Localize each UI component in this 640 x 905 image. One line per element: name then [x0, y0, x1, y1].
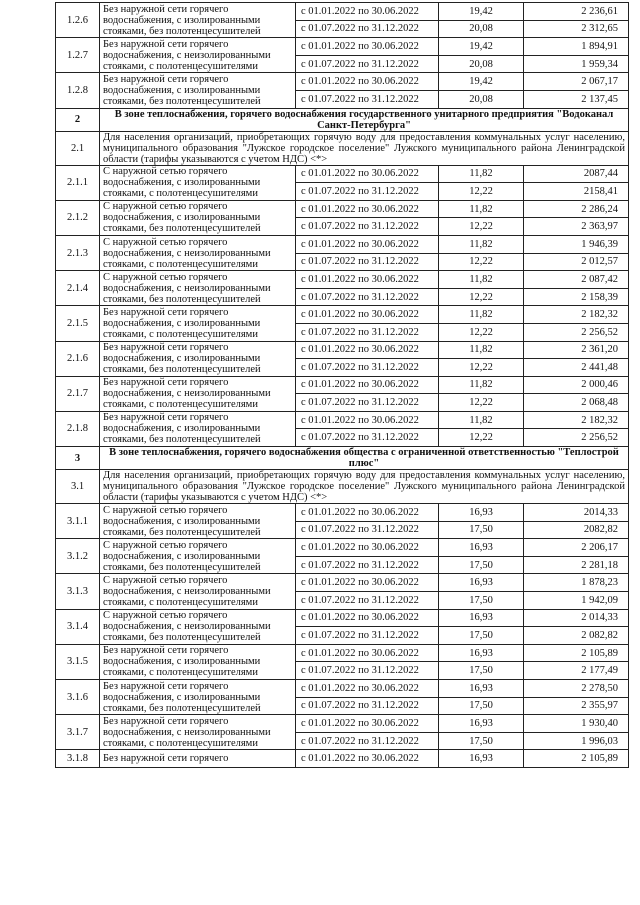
- period-second-half: с 01.07.2022 по 31.12.2022: [296, 732, 439, 750]
- amount-second-half: 2158,41: [524, 183, 629, 201]
- amount-second-half: 2 137,45: [524, 90, 629, 108]
- item-number: 3.1.5: [56, 644, 100, 679]
- period-second-half: с 01.07.2022 по 31.12.2022: [296, 662, 439, 680]
- period-first-half: с 01.01.2022 по 30.06.2022: [296, 411, 439, 429]
- amount-first-half: 2 236,61: [524, 3, 629, 21]
- period-first-half: с 01.01.2022 по 30.06.2022: [296, 341, 439, 359]
- amount-first-half: 2 000,46: [524, 376, 629, 394]
- table-row: [56, 38, 629, 56]
- period-first-half: с 01.01.2022 по 30.06.2022: [296, 574, 439, 592]
- rate-second-half: 20,08: [439, 90, 524, 108]
- zone-title: В зоне теплоснабжения, горячего водоснабжения общества с ограниченной ответственностью "Теплострой плюс": [100, 447, 629, 470]
- item-number: 2.1.5: [56, 306, 100, 341]
- item-number: 2.1.1: [56, 165, 100, 200]
- period-second-half: с 01.07.2022 по 31.12.2022: [296, 20, 439, 38]
- table-row: [56, 680, 629, 698]
- item-number: 1.2.7: [56, 38, 100, 73]
- rate-first-half: 16,93: [439, 574, 524, 592]
- period-second-half: с 01.07.2022 по 31.12.2022: [296, 697, 439, 715]
- rate-first-half: 16,93: [439, 750, 524, 768]
- period-second-half: с 01.07.2022 по 31.12.2022: [296, 253, 439, 271]
- category-description: Для населения организаций, приобретающих горячую воду для предоставления коммунальных услуг населению, муниципального образования "Лужское городское поселение" Лужского муниципального района Ленинградской области (тарифы указываются с учетом НДС) <*>: [100, 470, 629, 504]
- period-first-half: с 01.01.2022 по 30.06.2022: [296, 715, 439, 733]
- period-first-half: с 01.01.2022 по 30.06.2022: [296, 609, 439, 627]
- table-row: [56, 271, 629, 289]
- table-row: [56, 411, 629, 429]
- amount-first-half: 2 182,32: [524, 411, 629, 429]
- table-row: [56, 341, 629, 359]
- period-second-half: с 01.07.2022 по 31.12.2022: [296, 218, 439, 236]
- table-row: [56, 750, 629, 768]
- rate-first-half: 16,93: [439, 609, 524, 627]
- period-second-half: с 01.07.2022 по 31.12.2022: [296, 183, 439, 201]
- rate-second-half: 17,50: [439, 662, 524, 680]
- amount-first-half: 1 894,91: [524, 38, 629, 56]
- rate-first-half: 11,82: [439, 235, 524, 253]
- rate-second-half: 12,22: [439, 253, 524, 271]
- period-second-half: с 01.07.2022 по 31.12.2022: [296, 359, 439, 377]
- amount-second-half: 1 996,03: [524, 732, 629, 750]
- rate-first-half: 11,82: [439, 341, 524, 359]
- period-first-half: с 01.01.2022 по 30.06.2022: [296, 235, 439, 253]
- rate-first-half: 11,82: [439, 165, 524, 183]
- table-row: [56, 539, 629, 557]
- period-second-half: с 01.07.2022 по 31.12.2022: [296, 394, 439, 412]
- period-second-half: с 01.07.2022 по 31.12.2022: [296, 592, 439, 610]
- amount-first-half: 2014,33: [524, 504, 629, 522]
- table-row: [56, 165, 629, 183]
- rate-first-half: 19,42: [439, 3, 524, 21]
- amount-second-half: 2 177,49: [524, 662, 629, 680]
- amount-second-half: 2 312,65: [524, 20, 629, 38]
- item-number: 2.1.3: [56, 235, 100, 270]
- rate-second-half: 17,50: [439, 732, 524, 750]
- rate-second-half: 12,22: [439, 359, 524, 377]
- period-first-half: с 01.01.2022 по 30.06.2022: [296, 38, 439, 56]
- item-description: С наружной сетью горячего водоснабжения, с неизолированными стояками, с полотенцесушителями: [100, 235, 296, 270]
- rate-second-half: 12,22: [439, 429, 524, 447]
- amount-second-half: 1 942,09: [524, 592, 629, 610]
- period-first-half: с 01.01.2022 по 30.06.2022: [296, 73, 439, 91]
- item-description: С наружной сетью горячего водоснабжения, с неизолированными стояками, без полотенцесушителей: [100, 609, 296, 644]
- period-first-half: с 01.01.2022 по 30.06.2022: [296, 3, 439, 21]
- amount-first-half: 2 361,20: [524, 341, 629, 359]
- period-first-half: с 01.01.2022 по 30.06.2022: [296, 271, 439, 289]
- item-number: 3.1.8: [56, 750, 100, 768]
- rate-first-half: 11,82: [439, 376, 524, 394]
- rate-second-half: 12,22: [439, 218, 524, 236]
- item-description: Без наружной сети горячего водоснабжения, с неизолированными стояками, с полотенцесушителями: [100, 376, 296, 411]
- table-row: [56, 376, 629, 394]
- period-first-half: с 01.01.2022 по 30.06.2022: [296, 504, 439, 522]
- item-description: Без наружной сети горячего водоснабжения, с изолированными стояками, без полотенцесушителей: [100, 680, 296, 715]
- amount-first-half: 2 067,17: [524, 73, 629, 91]
- amount-first-half: 2087,44: [524, 165, 629, 183]
- category-number: 3.1: [56, 470, 100, 504]
- period-first-half: с 01.01.2022 по 30.06.2022: [296, 165, 439, 183]
- item-number: 3.1.7: [56, 715, 100, 750]
- table-row: [56, 715, 629, 733]
- rate-first-half: 11,82: [439, 200, 524, 218]
- item-number: 2.1.7: [56, 376, 100, 411]
- amount-second-half: 2 441,48: [524, 359, 629, 377]
- period-second-half: с 01.07.2022 по 31.12.2022: [296, 288, 439, 306]
- item-description: С наружной сетью горячего водоснабжения, с изолированными стояками, без полотенцесушителей: [100, 504, 296, 539]
- amount-first-half: 2 286,24: [524, 200, 629, 218]
- item-description: Без наружной сети горячего водоснабжения, с изолированными стояками, с полотенцесушителями: [100, 644, 296, 679]
- period-first-half: с 01.01.2022 по 30.06.2022: [296, 750, 439, 768]
- amount-second-half: 2 363,97: [524, 218, 629, 236]
- rate-second-half: 20,08: [439, 55, 524, 73]
- item-description: Без наружной сети горячего водоснабжения, с изолированными стояками, без полотенцесушителей: [100, 411, 296, 446]
- amount-first-half: 2 206,17: [524, 539, 629, 557]
- rate-second-half: 17,50: [439, 521, 524, 539]
- amount-second-half: 2 068,48: [524, 394, 629, 412]
- amount-first-half: 2 278,50: [524, 680, 629, 698]
- amount-second-half: 2 256,52: [524, 429, 629, 447]
- amount-second-half: 2 082,82: [524, 627, 629, 645]
- zone-number: 3: [56, 447, 100, 470]
- item-description: С наружной сетью горячего водоснабжения, с неизолированными стояками, с полотенцесушителями: [100, 574, 296, 609]
- rate-first-half: 19,42: [439, 38, 524, 56]
- table-row: [56, 644, 629, 662]
- amount-first-half: 1 946,39: [524, 235, 629, 253]
- amount-second-half: 2 158,39: [524, 288, 629, 306]
- rate-second-half: 12,22: [439, 183, 524, 201]
- period-second-half: с 01.07.2022 по 31.12.2022: [296, 627, 439, 645]
- amount-first-half: 2 087,42: [524, 271, 629, 289]
- rate-first-half: 16,93: [439, 680, 524, 698]
- period-first-half: с 01.01.2022 по 30.06.2022: [296, 306, 439, 324]
- zone-number: 2: [56, 108, 100, 131]
- item-number: 1.2.8: [56, 73, 100, 108]
- table-row: [56, 73, 629, 91]
- amount-first-half: 2 014,33: [524, 609, 629, 627]
- table-row: [56, 504, 629, 522]
- item-number: 3.1.6: [56, 680, 100, 715]
- period-second-half: с 01.07.2022 по 31.12.2022: [296, 90, 439, 108]
- amount-first-half: 1 878,23: [524, 574, 629, 592]
- rate-first-half: 16,93: [439, 715, 524, 733]
- item-description: Без наружной сети горячего водоснабжения, с изолированными стояками, без полотенцесушителей: [100, 3, 296, 38]
- rate-second-half: 17,50: [439, 627, 524, 645]
- period-first-half: с 01.01.2022 по 30.06.2022: [296, 644, 439, 662]
- period-first-half: с 01.01.2022 по 30.06.2022: [296, 680, 439, 698]
- rate-second-half: 17,50: [439, 697, 524, 715]
- rate-first-half: 16,93: [439, 539, 524, 557]
- amount-first-half: 1 930,40: [524, 715, 629, 733]
- item-description: Без наружной сети горячего водоснабжения, с изолированными стояками, с полотенцесушителями: [100, 306, 296, 341]
- item-number: 1.2.6: [56, 3, 100, 38]
- item-description: С наружной сетью горячего водоснабжения, с изолированными стояками, без полотенцесушителей: [100, 200, 296, 235]
- zone-title: В зоне теплоснабжения, горячего водоснабжения государственного унитарного предприятия "Водоканал Санкт-Петербурга": [100, 108, 629, 131]
- table-row: [56, 609, 629, 627]
- rate-second-half: 12,22: [439, 394, 524, 412]
- rate-first-half: 11,82: [439, 306, 524, 324]
- rate-second-half: 17,50: [439, 556, 524, 574]
- item-description: Без наружной сети горячего водоснабжения, с изолированными стояками, без полотенцесушителей: [100, 341, 296, 376]
- item-description: Без наружной сети горячего: [100, 750, 296, 768]
- item-description: С наружной сетью горячего водоснабжения, с изолированными стояками, с полотенцесушителями: [100, 165, 296, 200]
- rate-first-half: 16,93: [439, 504, 524, 522]
- amount-first-half: 2 182,32: [524, 306, 629, 324]
- period-first-half: с 01.01.2022 по 30.06.2022: [296, 539, 439, 557]
- category-description: Для населения организаций, приобретающих горячую воду для предоставления коммунальных услуг населению, муниципального образования "Лужское городское поселение" Лужского муниципального района Ленинградской области (тарифы указываются с учетом НДС) <*>: [100, 131, 629, 165]
- item-number: 2.1.4: [56, 271, 100, 306]
- period-second-half: с 01.07.2022 по 31.12.2022: [296, 556, 439, 574]
- rate-second-half: 12,22: [439, 288, 524, 306]
- rate-second-half: 12,22: [439, 323, 524, 341]
- item-number: 3.1.4: [56, 609, 100, 644]
- item-description: Без наружной сети горячего водоснабжения, с изолированными стояками, без полотенцесушителей: [100, 73, 296, 108]
- rate-first-half: 11,82: [439, 271, 524, 289]
- amount-second-half: 2 281,18: [524, 556, 629, 574]
- item-description: С наружной сетью горячего водоснабжения, с изолированными стояками, без полотенцесушителей: [100, 539, 296, 574]
- table-row: [56, 574, 629, 592]
- period-second-half: с 01.07.2022 по 31.12.2022: [296, 429, 439, 447]
- amount-second-half: 2082,82: [524, 521, 629, 539]
- rate-second-half: 20,08: [439, 20, 524, 38]
- period-second-half: с 01.07.2022 по 31.12.2022: [296, 55, 439, 73]
- tariff-table-body: [56, 3, 629, 768]
- rate-first-half: 19,42: [439, 73, 524, 91]
- period-second-half: с 01.07.2022 по 31.12.2022: [296, 521, 439, 539]
- period-second-half: с 01.07.2022 по 31.12.2022: [296, 323, 439, 341]
- amount-first-half: 2 105,89: [524, 644, 629, 662]
- period-first-half: с 01.01.2022 по 30.06.2022: [296, 200, 439, 218]
- amount-second-half: 2 256,52: [524, 323, 629, 341]
- amount-second-half: 2 012,57: [524, 253, 629, 271]
- item-number: 3.1.3: [56, 574, 100, 609]
- item-description: С наружной сетью горячего водоснабжения, с неизолированными стояками, без полотенцесушителей: [100, 271, 296, 306]
- category-number: 2.1: [56, 131, 100, 165]
- item-description: Без наружной сети горячего водоснабжения, с неизолированными стояками, с полотенцесушителями: [100, 38, 296, 73]
- period-first-half: с 01.01.2022 по 30.06.2022: [296, 376, 439, 394]
- amount-first-half: 2 105,89: [524, 750, 629, 768]
- table-row: [56, 200, 629, 218]
- item-description: Без наружной сети горячего водоснабжения, с неизолированными стояками, с полотенцесушителями: [100, 715, 296, 750]
- tariff-table: [55, 2, 629, 768]
- amount-second-half: 2 355,97: [524, 697, 629, 715]
- item-number: 3.1.2: [56, 539, 100, 574]
- table-row: [56, 235, 629, 253]
- rate-second-half: 17,50: [439, 592, 524, 610]
- item-number: 3.1.1: [56, 504, 100, 539]
- amount-second-half: 1 959,34: [524, 55, 629, 73]
- item-number: 2.1.6: [56, 341, 100, 376]
- rate-first-half: 11,82: [439, 411, 524, 429]
- item-number: 2.1.2: [56, 200, 100, 235]
- rate-first-half: 16,93: [439, 644, 524, 662]
- table-row: [56, 306, 629, 324]
- table-row: [56, 3, 629, 21]
- item-number: 2.1.8: [56, 411, 100, 446]
